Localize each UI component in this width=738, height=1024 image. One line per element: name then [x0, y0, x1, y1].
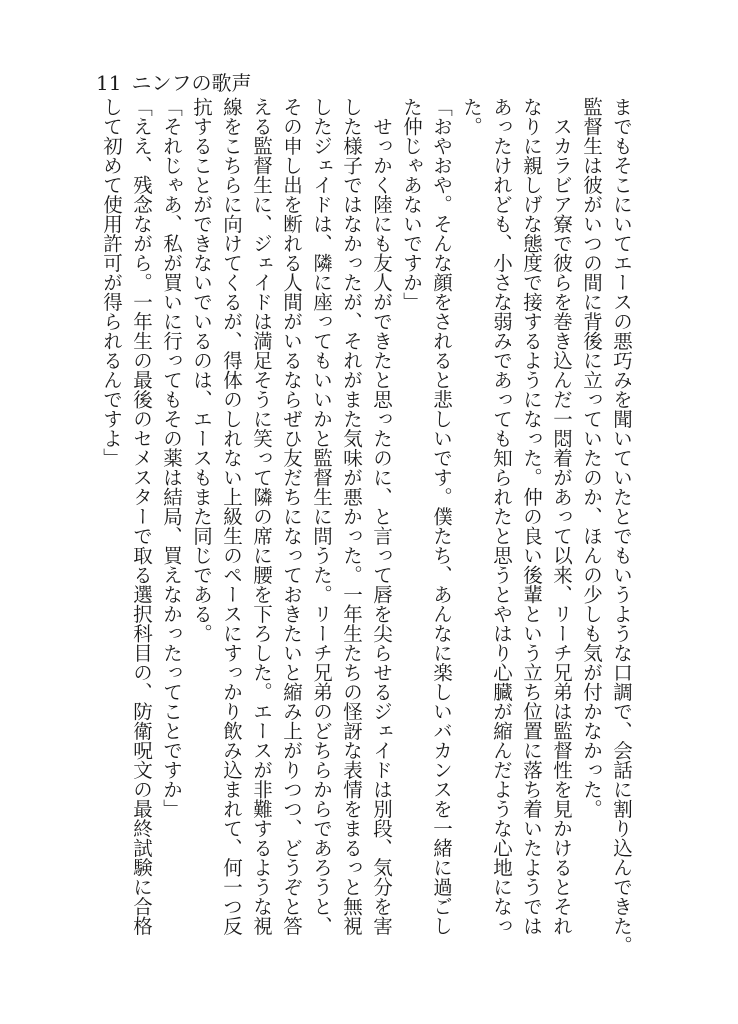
chapter-title: ニンフの歌声: [131, 71, 252, 95]
running-header: [96, 70, 251, 96]
paragraph: 「おやおや。そんな顔をされると悲しいです。僕たち、あんなに楽しいバカンスを一緒に過ごし た仲じゃあないですか」: [400, 97, 453, 936]
paragraph: スカラビア寮で彼らを巻き込んだ一悶着があって以来、リーチ兄弟は監督性を見かけるとそれ なりに親しげな態度で接するようになった。仲の良い後輩という立ち位置に落ち着いたようでは あったけれども、小さな弱みであっても知られたと思うとやはり心臓が縮んだような心地になっ た。: [460, 97, 573, 936]
paragraph: せっかく陸にも友人ができたと思ったのに、と言って唇を尖らせるジェイドは別段、気分を害 した様子ではなかったが、それがまた気味が悪かった。一年生たちの怪訝な表情をまるっと無視 したジェイドは、隣に座ってもいいかと監督生に問うた。リーチ兄弟のどちらからであろうと、 その申し出を断れる人間がいるならぜひ友だちになっておきたいと縮み上がりつつ、どうぞと答 える監督生に、ジェイドは満足そうに笑って隣の席に腰を下ろした。エースが非難するような視 線をこちらに向けてくるが、得体のしれない上級生のペースにすっかり飲み込まれて、何一つ反 抗することができないでいるのは、エースもまた同じである。: [190, 97, 393, 936]
page-number: 11: [96, 71, 122, 95]
paragraph: 「それじゃあ、私が買いに行ってもその薬は結局、買えなかったってことですか」: [160, 97, 183, 819]
paragraph: 「ええ、残念ながら。一年生の最後のセメスターで取る選択科目の、防衛呪文の最終試験に合格 して初めて使用許可が得られるんですよ」: [100, 97, 153, 936]
paragraph: 監督生は彼がいつの間に背後に立っていたのか、ほんの少しも気が付かなかった。: [580, 97, 603, 819]
paragraph: までもそこにいてエースの悪巧みを聞いていたとでもいうような口調で、会話に割り込んできた。: [610, 97, 633, 955]
vertical-body-text: [100, 97, 636, 977]
